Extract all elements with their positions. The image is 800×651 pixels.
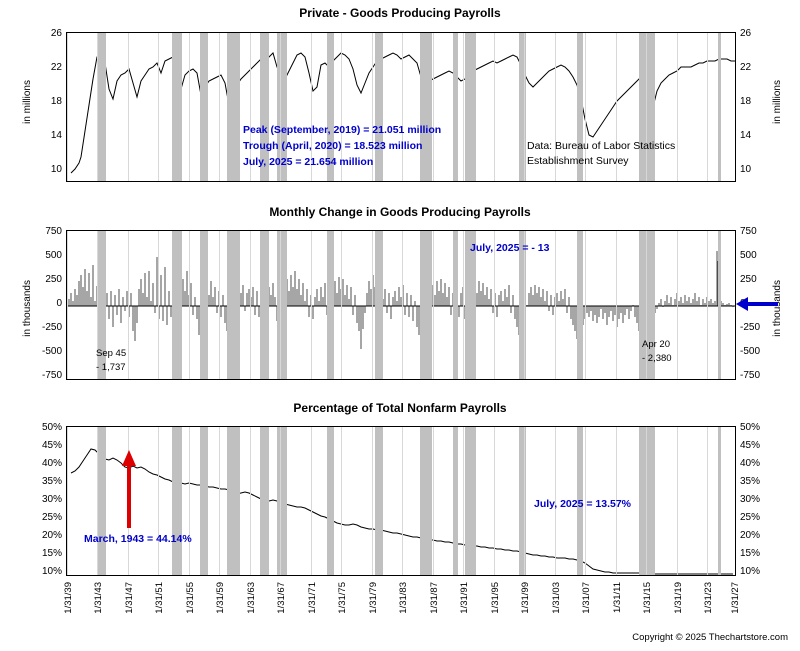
gridline <box>707 231 708 379</box>
copyright-notice: Copyright © 2025 Thechartstore.com <box>632 632 788 643</box>
gridline <box>707 427 708 575</box>
recession-band <box>639 33 655 181</box>
gridline <box>280 427 281 575</box>
gridline <box>463 231 464 379</box>
ytick-r-2-2: 250 <box>740 274 757 285</box>
gridline <box>433 231 434 379</box>
latest-value-arrow <box>736 296 780 312</box>
callout-sep45-value: - 1,737 <box>96 362 126 373</box>
ytick-3-4: 30% <box>41 494 62 505</box>
panel-title-3: Percentage of Total Nonfarm Payrolls <box>293 401 507 415</box>
ytick-2-3: 0 <box>56 298 62 309</box>
gridline <box>189 231 190 379</box>
recession-band <box>200 231 208 379</box>
recession-band <box>453 231 458 379</box>
recession-band <box>453 33 458 181</box>
ytick-r-2-6: -750 <box>740 370 761 381</box>
gridline <box>219 33 220 181</box>
ytick-3-8: 10% <box>41 566 62 577</box>
annotation-latest-3: July, 2025 = 13.57% <box>534 498 632 510</box>
gridline <box>219 231 220 379</box>
recession-band <box>277 231 287 379</box>
recession-band <box>718 231 721 379</box>
gridline <box>524 427 525 575</box>
panel-percentage-of-nonfarm <box>0 398 800 588</box>
x-tick-label: 1/31/87 <box>429 582 440 614</box>
recession-band <box>327 427 334 575</box>
recession-band <box>420 427 432 575</box>
ytick-2-4: -250 <box>41 322 62 333</box>
ytick-1-2: 18 <box>50 96 62 107</box>
x-tick-label: 1/31/23 <box>703 582 714 614</box>
plot-area-2 <box>66 230 736 380</box>
annotation-latest-2: July, 2025 = - 13 <box>470 242 550 254</box>
recession-band <box>375 231 383 379</box>
recession-band <box>465 427 476 575</box>
x-tick-label: 1/31/51 <box>154 582 165 614</box>
ytick-3-7: 15% <box>41 548 62 559</box>
annotation-trough-1: Trough (April, 2020) = 18.523 million <box>243 140 423 152</box>
gridline <box>585 231 586 379</box>
gridline <box>67 231 68 379</box>
gridline <box>555 231 556 379</box>
gridline <box>372 231 373 379</box>
recession-band <box>639 427 655 575</box>
x-tick-label: 1/31/83 <box>398 582 409 614</box>
gridline <box>677 33 678 181</box>
gridline <box>189 33 190 181</box>
ytick-r-2-5: -500 <box>740 346 761 357</box>
gridline <box>158 427 159 575</box>
recession-band <box>375 427 383 575</box>
recession-band <box>200 33 208 181</box>
ytick-r-3-8: 10% <box>740 566 761 577</box>
recession-band <box>200 427 208 575</box>
annotation-peak-1: Peak (September, 2019) = 21.051 million <box>243 124 442 136</box>
ytick-3-1: 45% <box>41 440 62 451</box>
annotation-peak-3: March, 1943 = 44.14% <box>84 533 192 545</box>
gridline <box>128 33 129 181</box>
panel-monthly-change <box>0 200 800 395</box>
recession-band <box>227 33 240 181</box>
gridline <box>677 427 678 575</box>
ytick-r-2-1: 500 <box>740 250 757 261</box>
ytick-r-2-4: -250 <box>740 322 761 333</box>
recession-band <box>97 33 106 181</box>
ytick-1-1: 22 <box>50 62 62 73</box>
x-tick-label: 1/31/15 <box>642 582 653 614</box>
x-tick-label: 1/31/95 <box>490 582 501 614</box>
x-tick-label: 1/31/75 <box>337 582 348 614</box>
ytick-1-0: 26 <box>50 28 62 39</box>
ytick-1-3: 14 <box>50 130 62 141</box>
recession-band <box>227 427 240 575</box>
ytick-2-1: 500 <box>45 250 62 261</box>
ytick-1-4: 10 <box>50 164 62 175</box>
gridline <box>341 427 342 575</box>
annotation-latest-1: July, 2025 = 21.654 million <box>243 156 374 168</box>
ytick-r-1-2: 18 <box>740 96 752 107</box>
recession-band <box>172 231 182 379</box>
y-axis-label-left-2: in thousands <box>22 280 33 337</box>
gridline <box>463 427 464 575</box>
ytick-2-6: -750 <box>41 370 62 381</box>
ytick-3-5: 25% <box>41 512 62 523</box>
panel-title-1: Private - Goods Producing Payrolls <box>299 6 501 20</box>
ytick-r-3-0: 50% <box>740 422 761 433</box>
ytick-r-3-7: 15% <box>740 548 761 559</box>
recession-band <box>420 33 432 181</box>
gridline <box>707 33 708 181</box>
ytick-r-1-4: 10 <box>740 164 752 175</box>
callout-sep45-label: Sep 45 <box>96 348 127 359</box>
recession-band <box>453 427 458 575</box>
recession-band <box>260 231 269 379</box>
ytick-3-0: 50% <box>41 422 62 433</box>
gridline <box>402 427 403 575</box>
gridline <box>280 231 281 379</box>
recession-band <box>465 33 476 181</box>
ytick-r-3-3: 35% <box>740 476 761 487</box>
x-tick-label: 1/31/71 <box>307 582 318 614</box>
ytick-2-2: 250 <box>45 274 62 285</box>
ytick-2-5: -500 <box>41 346 62 357</box>
recession-band <box>277 427 287 575</box>
panel-goods-producing-payrolls <box>0 0 800 195</box>
gridline <box>250 427 251 575</box>
recession-band <box>577 231 583 379</box>
gridline <box>158 33 159 181</box>
x-tick-label: 1/31/27 <box>730 582 741 614</box>
y-axis-label-left-1: in millions <box>22 80 33 124</box>
ytick-3-6: 20% <box>41 530 62 541</box>
recession-band <box>97 427 106 575</box>
gridline <box>402 231 403 379</box>
gridline <box>494 427 495 575</box>
ytick-3-2: 40% <box>41 458 62 469</box>
gridline <box>433 33 434 181</box>
gridline <box>646 33 647 181</box>
gridline <box>250 231 251 379</box>
recession-band <box>718 33 721 181</box>
ytick-2-0: 750 <box>45 226 62 237</box>
recession-band <box>375 33 383 181</box>
ytick-r-1-1: 22 <box>740 62 752 73</box>
recession-band <box>420 231 432 379</box>
recession-band <box>327 231 334 379</box>
gridline <box>463 33 464 181</box>
gridline <box>311 231 312 379</box>
ytick-r-2-0: 750 <box>740 226 757 237</box>
x-tick-label: 1/31/63 <box>246 582 257 614</box>
gridline <box>189 427 190 575</box>
ytick-r-3-1: 45% <box>740 440 761 451</box>
recession-band <box>260 427 269 575</box>
ytick-r-1-3: 14 <box>740 130 752 141</box>
recession-band <box>172 33 182 181</box>
gridline <box>128 231 129 379</box>
x-tick-label: 1/31/03 <box>551 582 562 614</box>
panel-title-2: Monthly Change in Goods Producing Payrolls <box>269 205 531 219</box>
gridline <box>67 427 68 575</box>
gridline <box>494 33 495 181</box>
gridline <box>67 33 68 181</box>
x-tick-label: 1/31/19 <box>673 582 684 614</box>
gridline <box>158 231 159 379</box>
x-tick-label: 1/31/11 <box>612 582 623 613</box>
ytick-r-3-5: 25% <box>740 512 761 523</box>
plot-area-3 <box>66 426 736 576</box>
plot-area-1 <box>66 32 736 182</box>
callout-apr20-value: - 2,380 <box>642 353 672 364</box>
y-axis-label-right-2: in thousands <box>772 280 783 337</box>
recession-band <box>718 427 721 575</box>
source-note-line-1: Data: Bureau of Labor Statistics <box>527 140 676 152</box>
gridline <box>524 33 525 181</box>
ytick-r-3-4: 30% <box>740 494 761 505</box>
x-tick-label: 1/31/79 <box>368 582 379 614</box>
x-tick-label: 1/31/67 <box>276 582 287 614</box>
peak-marker-arrow <box>121 450 137 530</box>
gridline <box>97 33 98 181</box>
callout-apr20-label: Apr 20 <box>642 339 670 350</box>
gridline <box>219 427 220 575</box>
recession-band <box>172 427 182 575</box>
x-tick-label: 1/31/39 <box>63 582 74 614</box>
ytick-r-1-0: 26 <box>740 28 752 39</box>
ytick-r-3-2: 40% <box>740 458 761 469</box>
gridline <box>677 231 678 379</box>
y-axis-label-right-1: in millions <box>772 80 783 124</box>
gridline <box>433 427 434 575</box>
recession-band <box>227 231 240 379</box>
gridline <box>646 427 647 575</box>
x-tick-label: 1/31/47 <box>124 582 135 614</box>
ytick-r-3-6: 20% <box>740 530 761 541</box>
gridline <box>341 231 342 379</box>
source-note-line-2: Establishment Survey <box>527 155 629 167</box>
x-tick-label: 1/31/91 <box>459 582 470 614</box>
gridline <box>402 33 403 181</box>
gridline <box>372 427 373 575</box>
gridline <box>616 231 617 379</box>
x-tick-label: 1/31/07 <box>581 582 592 614</box>
x-tick-label: 1/31/99 <box>520 582 531 614</box>
ytick-3-3: 35% <box>41 476 62 487</box>
gridline <box>97 427 98 575</box>
x-tick-label: 1/31/55 <box>185 582 196 614</box>
x-tick-label: 1/31/43 <box>93 582 104 614</box>
gridline <box>311 427 312 575</box>
x-tick-label: 1/31/59 <box>215 582 226 614</box>
